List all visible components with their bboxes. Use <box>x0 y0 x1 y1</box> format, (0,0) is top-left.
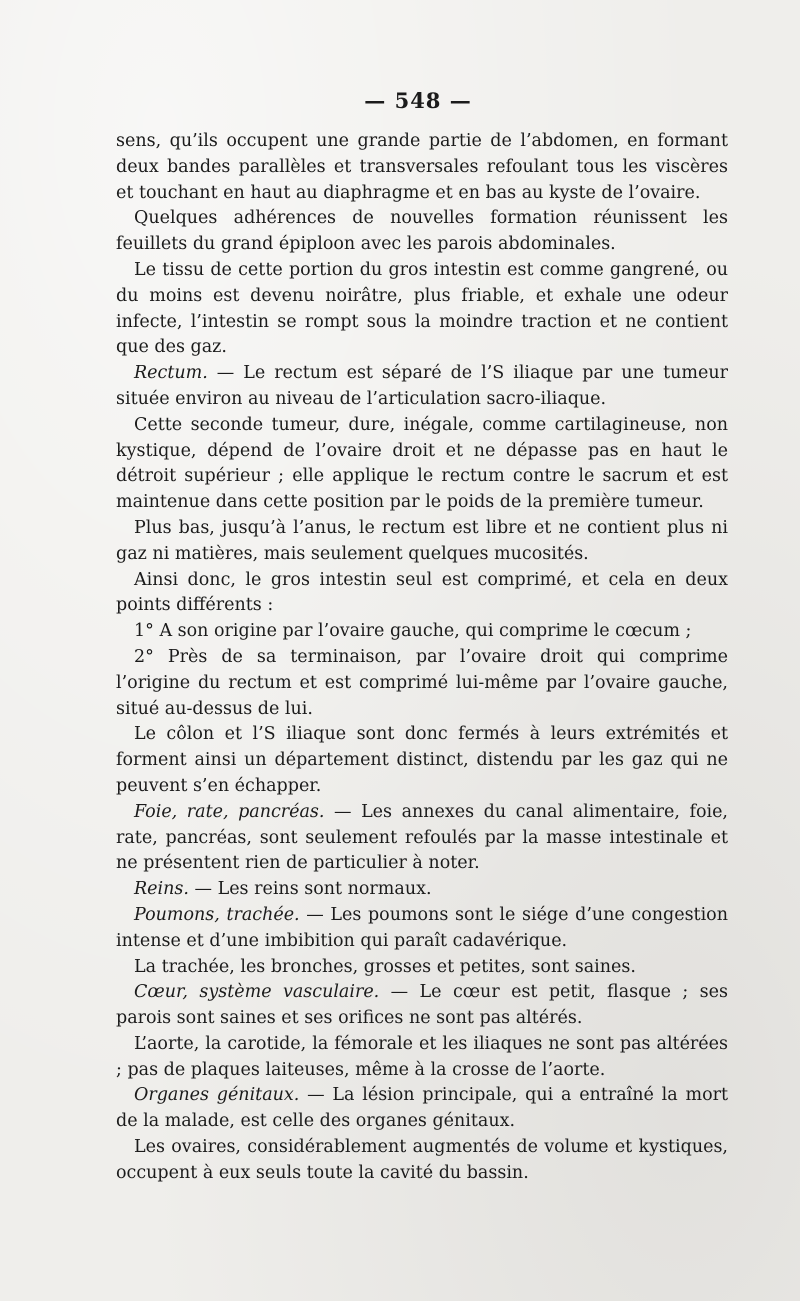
paragraph <box>116 516 728 568</box>
paragraph <box>116 955 728 981</box>
paragraph <box>116 645 728 722</box>
paragraph <box>116 903 728 955</box>
paragraph <box>116 1135 728 1187</box>
paragraph <box>116 129 728 206</box>
paragraph <box>116 980 728 1032</box>
paragraph-text: Les ovaires, considérablement augmentés de volume et kystiques, occupent à eux seuls toute la cavité du bassin. <box>116 1137 728 1183</box>
paragraph <box>116 877 728 903</box>
paragraph-text: 1° A son origine par l’ovaire gauche, qui comprime le cœcum ; <box>134 621 692 642</box>
paragraph-lead: Organes génitaux. <box>134 1085 300 1106</box>
paragraph <box>116 619 728 645</box>
paragraph-lead: Rectum. <box>134 363 208 384</box>
paragraph <box>116 1083 728 1135</box>
paragraph-text: Ainsi donc, le gros intestin seul est comprimé, et cela en deux points différents : <box>116 569 728 616</box>
paragraph-lead: Foie, rate, pancréas. <box>134 801 325 822</box>
paragraph-text: — Le cœur est petit, flasque ; ses parois sont saines et ses orifices ne sont pas altérés. <box>116 982 728 1029</box>
paragraph-text: Le côlon et l’S iliaque sont donc fermés à leurs extrémités et forment ainsi un département distinct, distendu par les gaz qui ne peuvent s’en échapper. <box>116 724 728 796</box>
paragraph-text: Quelques adhérences de nouvelles formation réunissent les feuillets du grand épiploon avec les parois abdominales. <box>116 208 728 255</box>
paragraph-text: Le tissu de cette portion du gros intestin est comme gangrené, ou du moins est devenu noirâtre, plus friable, et exhale une odeur infecte, l’intestin se rompt sous la moindre traction et ne contient que des gaz. <box>116 259 728 358</box>
paragraph <box>116 206 728 258</box>
paragraph-text: — La lésion principale, qui a entraîné la mort de la malade, est celle des organes génitaux. <box>116 1085 728 1132</box>
paragraph-text: — Les poumons sont le siége d’une congestion intense et d’une imbibition qui paraît cadavérique. <box>116 904 728 951</box>
paragraph-text: 2° Près de sa terminaison, par l’ovaire droit qui comprime l’origine du rectum et est comprimé lui-même par l’ovaire gauche, situé au-dessus de lui. <box>116 646 728 719</box>
paragraph <box>116 722 728 799</box>
paragraph-text: — Les reins sont normaux. <box>188 879 432 900</box>
paragraph-lead: Poumons, trachée. <box>134 904 300 925</box>
paragraph <box>116 800 728 877</box>
paragraph <box>116 258 728 361</box>
paragraph-text: L’aorte, la carotide, la fémorale et les iliaques ne sont pas altérées ; pas de plaques laiteuses, même à la crosse de l’aorte. <box>116 1033 728 1080</box>
paragraph <box>116 361 728 413</box>
paragraph-text: — Les annexes du canal alimentaire, foie, rate, pancréas, sont seulement refoulés par la masse intestinale et ne présentent rien de particulier à noter. <box>116 801 728 874</box>
paragraph-text: La trachée, les bronches, grosses et petites, sont saines. <box>134 956 636 977</box>
paragraph <box>116 1032 728 1084</box>
page-number: — 548 — <box>364 88 472 113</box>
paragraph-lead: Cœur, système vasculaire. <box>134 982 380 1003</box>
paragraph-lead: Reins. <box>134 879 189 900</box>
paragraph-text: sens, qu’ils occupent une grande partie de l’abdomen, en formant deux bandes parallèles et transversales refoulant tous les viscères et touchant en haut au diaphragme et en bas au kyste de l’ovaire. <box>116 131 728 203</box>
paragraph-text: — Le rectum est séparé de l’S iliaque par une tumeur située environ au niveau de l’articulation sacro-iliaque. <box>116 363 728 409</box>
paragraph <box>116 413 728 516</box>
body-text <box>116 129 728 1187</box>
paragraph-text: Plus bas, jusqu’à l’anus, le rectum est libre et ne contient plus ni gaz ni matières, mais seulement quelques mucosités. <box>116 517 728 564</box>
paragraph <box>116 568 728 620</box>
paragraph-text: Cette seconde tumeur, dure, inégale, comme cartilagineuse, non kystique, dépend de l’ovaire droit et ne dépasse pas en haut le détroit supérieur ; elle applique le rectum contre le sacrum et est maintenue dans cette position par le poids de la première tumeur. <box>116 414 728 513</box>
